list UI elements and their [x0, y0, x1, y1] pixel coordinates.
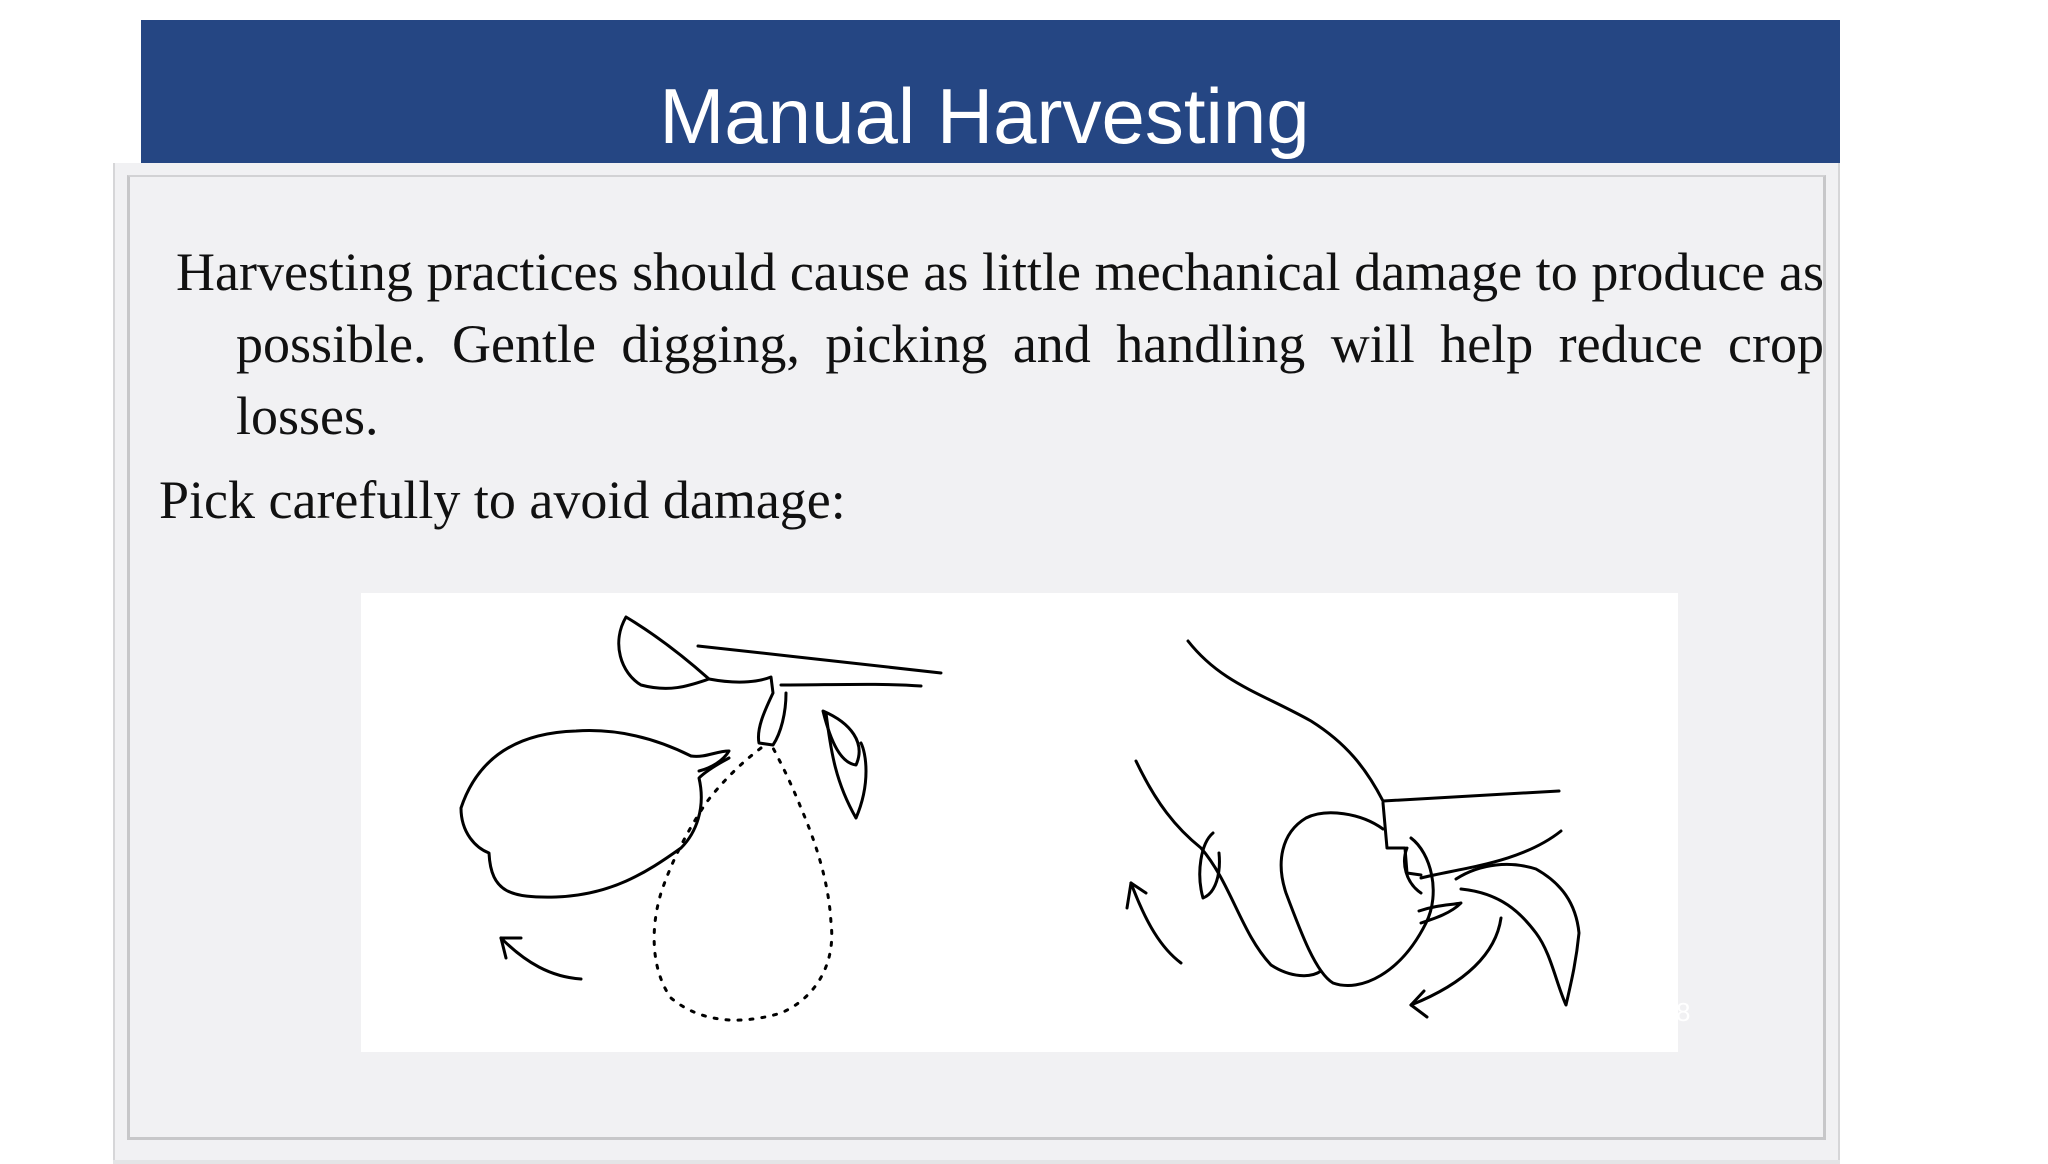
ghost-pear-outline [654, 748, 832, 1020]
harvesting-illustration [361, 593, 1678, 1052]
slide-title: Manual Harvesting [659, 72, 1310, 160]
curved-arrow-icon [1127, 883, 1501, 1017]
picking-hand-drawing [1136, 641, 1579, 1005]
title-bar [141, 20, 1840, 163]
body-paragraph-pick-carefully: Pick carefully to avoid damage: [159, 470, 846, 530]
curved-arrow-icon [501, 938, 581, 979]
slide-page-number: 8 [1676, 997, 1691, 1027]
body-paragraph-harvesting: Harvesting practices should cause as little mechanical damage to produce as possible. Gentle digging, picking and handling will help reduce crop losses. [176, 242, 1824, 446]
pear-fruit-drawing [461, 617, 941, 897]
panel-bottom-edge [113, 1160, 1840, 1164]
